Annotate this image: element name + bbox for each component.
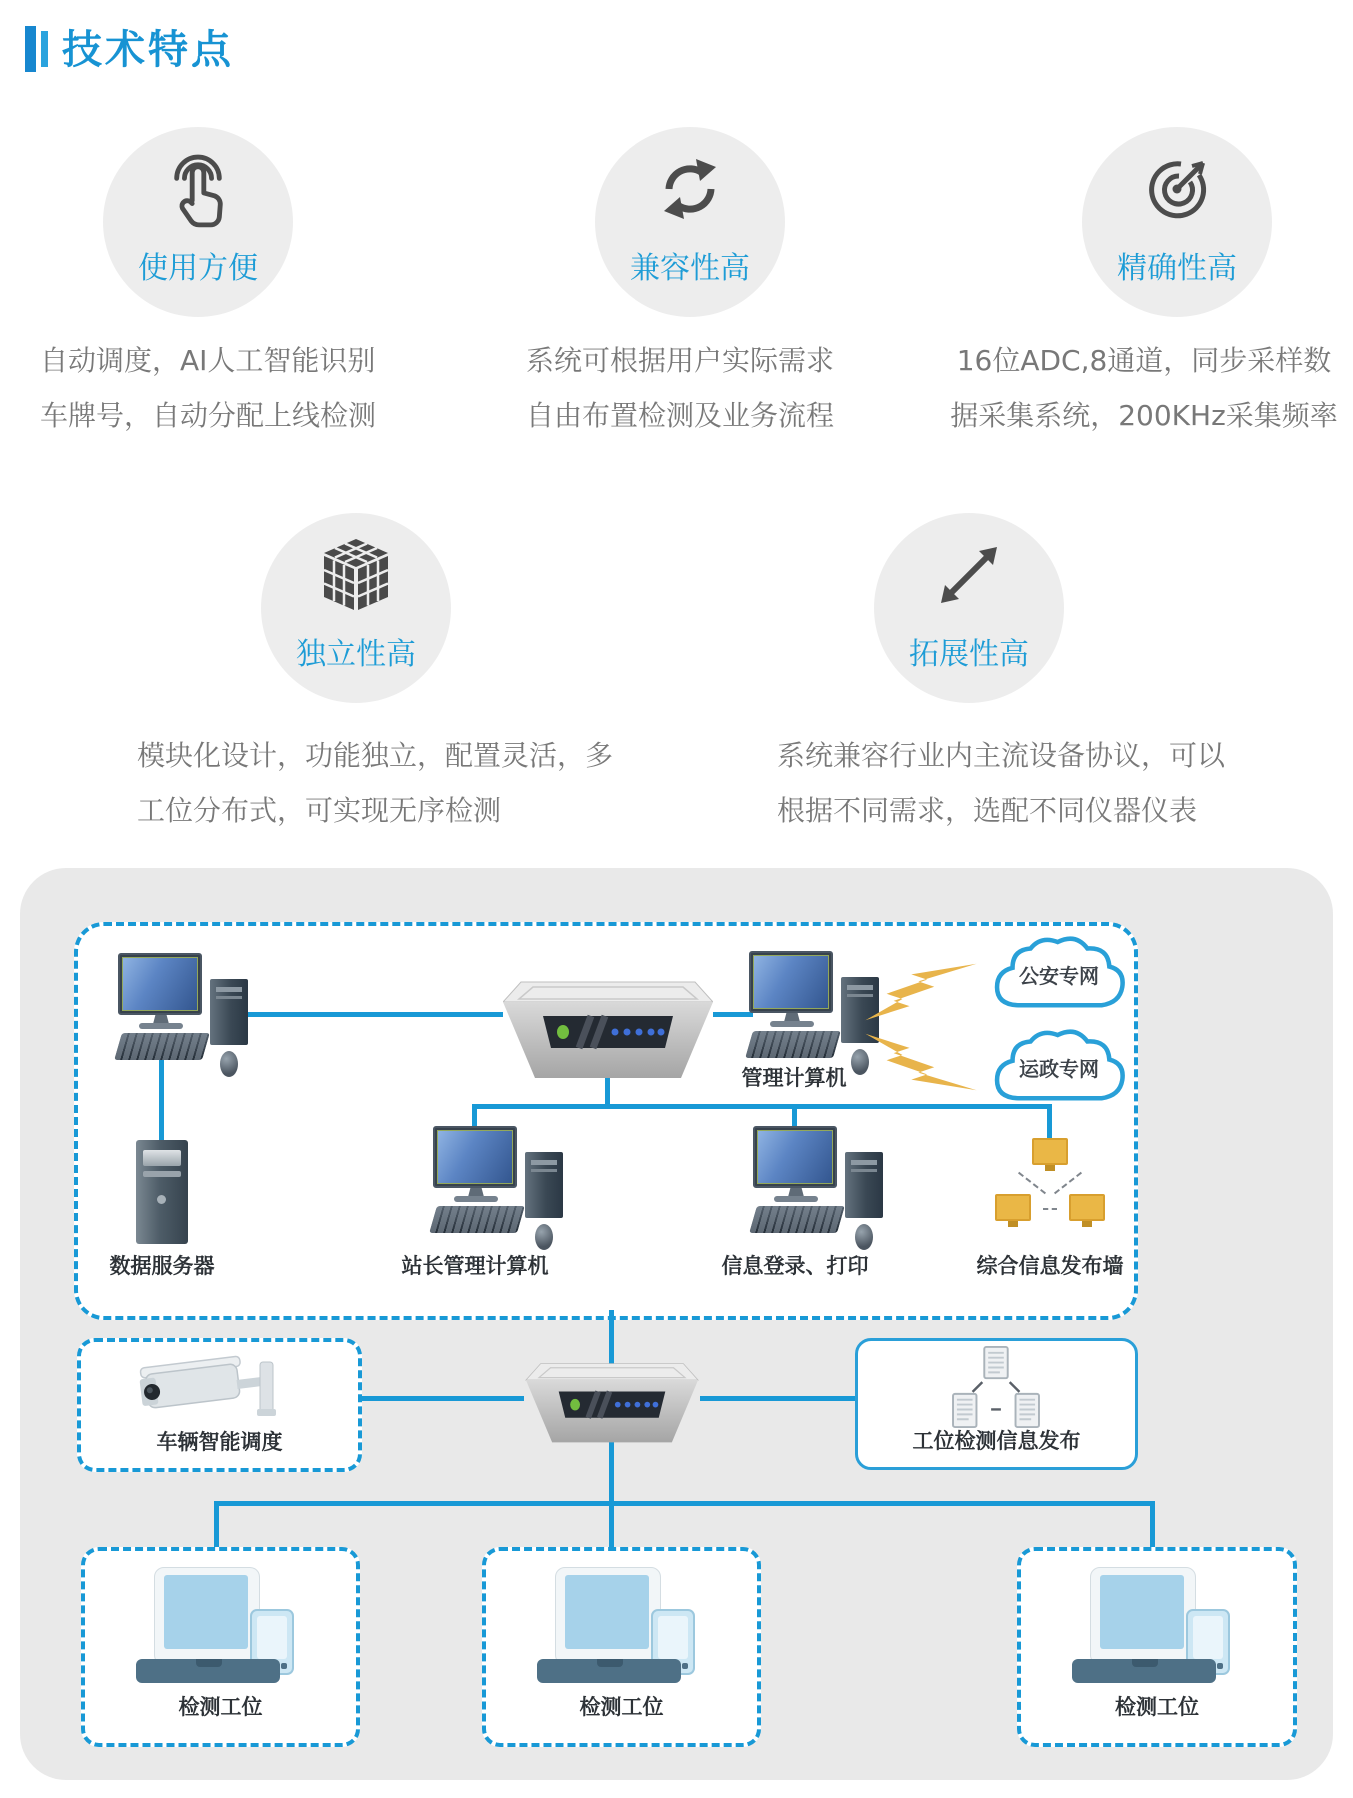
connector-line [214, 1501, 1155, 1506]
tap-icon [167, 147, 229, 233]
detection-station-box [1017, 1547, 1297, 1747]
management-computer-label: 管理计算机 [741, 1066, 847, 1090]
description-line: 据采集系统，200KHz采集频率 [950, 399, 1338, 432]
connector-line [609, 1438, 614, 1504]
description-line: 根据不同需求，选配不同仪器仪表 [777, 794, 1198, 827]
feature-circle-ease-of-use [103, 127, 293, 317]
feature-circle-independence [261, 513, 451, 703]
vehicle-dispatch-label: 车辆智能调度 [156, 1430, 283, 1454]
feature-circle-accuracy [1082, 127, 1272, 317]
description-line: 自动调度，AI人工智能识别 [40, 344, 376, 377]
feature-label: 精确性高 [1117, 251, 1237, 286]
keyboard-icon [749, 1206, 845, 1233]
pc-tower-icon [525, 1152, 563, 1218]
keyboard-icon [114, 1033, 210, 1060]
desktop-computer [118, 953, 250, 1079]
network-switch-icon [503, 980, 713, 1080]
laptop-icon [1072, 1567, 1242, 1685]
feature-description [777, 728, 1225, 838]
section-header [25, 26, 234, 74]
monitor-icon [749, 951, 833, 1013]
feature-label: 使用方便 [138, 251, 258, 286]
keyboard-icon [429, 1206, 525, 1233]
pc-tower-icon [210, 979, 248, 1045]
info-display-wall-icon [995, 1138, 1105, 1234]
laptop-icon [136, 1567, 306, 1685]
connector-line [472, 1104, 1052, 1109]
connector-line [1150, 1501, 1155, 1547]
info-login-print-computer [753, 1126, 885, 1252]
detection-station-label: 检测工位 [178, 1695, 263, 1719]
title-bar-icon [25, 26, 36, 72]
description-line: 自由布置检测及业务流程 [525, 399, 834, 432]
cloud-label: 运政专网 [1019, 1057, 1099, 1081]
connector-line [609, 1501, 614, 1547]
keyboard-icon [745, 1031, 841, 1058]
feature-circle-expandability [874, 513, 1064, 703]
documents-icon [936, 1345, 1056, 1429]
transport-network-cloud [988, 1022, 1130, 1110]
cctv-camera-icon [139, 1348, 289, 1426]
title-bar-icon-small [41, 31, 48, 67]
detection-station-box [482, 1547, 761, 1747]
detection-station-label: 检测工位 [579, 1695, 664, 1719]
page-title: 技术特点 [62, 27, 234, 73]
feature-label: 兼容性高 [630, 251, 750, 286]
feature-circle-compatibility [595, 127, 785, 317]
data-server-label: 数据服务器 [109, 1254, 215, 1278]
feature-description [40, 333, 376, 443]
connector-line [214, 1501, 219, 1547]
mouse-icon [220, 1051, 238, 1077]
lightning-bolt-icon [856, 962, 986, 1022]
feature-label: 拓展性高 [909, 637, 1029, 672]
network-switch-icon [524, 1362, 700, 1444]
description-line: 工位分布式，可实现无序检测 [137, 794, 502, 827]
monitor-icon [118, 953, 202, 1015]
connector-line [700, 1396, 855, 1401]
cloud-label: 公安专网 [1019, 964, 1099, 988]
station-info-publish-box [855, 1338, 1138, 1470]
station-info-publish-label: 工位检测信息发布 [912, 1429, 1081, 1453]
info-login-print-label: 信息登录、打印 [721, 1254, 869, 1278]
description-line: 16位ADC,8通道，同步采样数 [956, 344, 1332, 377]
server-tower-icon [136, 1140, 188, 1244]
feature-description [137, 728, 613, 838]
expand-arrows-icon [937, 543, 1001, 607]
stationmaster-computer [433, 1126, 565, 1252]
monitor-icon [753, 1126, 837, 1188]
cube-icon [316, 535, 396, 615]
detection-station-label: 检测工位 [1115, 1695, 1199, 1719]
feature-description [445, 333, 915, 443]
monitor-icon [433, 1126, 517, 1188]
connector-line [609, 1310, 614, 1366]
connector-line [713, 1012, 753, 1017]
lightning-bolt-icon [856, 1032, 986, 1092]
mouse-icon [855, 1224, 873, 1250]
detection-station-box [81, 1547, 360, 1747]
mouse-icon [535, 1224, 553, 1250]
laptop-icon [537, 1567, 707, 1685]
description-line: 模块化设计，功能独立，配置灵活，多 [137, 739, 614, 772]
refresh-icon [654, 153, 726, 225]
description-line: 系统可根据用户实际需求 [525, 344, 834, 377]
description-line: 系统兼容行业内主流设备协议，可以 [777, 739, 1226, 772]
connector-line [354, 1396, 524, 1401]
info-wall-label: 综合信息发布墙 [976, 1254, 1124, 1278]
feature-label: 独立性高 [296, 637, 416, 672]
target-icon [1139, 151, 1215, 227]
vehicle-dispatch-box [77, 1338, 362, 1472]
police-network-cloud [988, 926, 1130, 1020]
stationmaster-computer-label: 站长管理计算机 [401, 1254, 549, 1278]
description-line: 车牌号，自动分配上线检测 [40, 399, 377, 432]
pc-tower-icon [845, 1152, 883, 1218]
connector-line [235, 1012, 503, 1017]
feature-description [935, 333, 1353, 443]
